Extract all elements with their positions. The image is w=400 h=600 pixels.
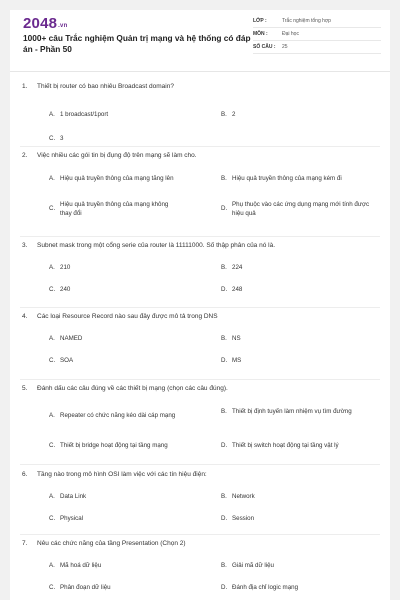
divider [20, 534, 380, 535]
site-logo[interactable]: 2048.vn [23, 15, 68, 32]
option-b[interactable]: B. Network [221, 493, 255, 500]
question-stem: 4. Các loại Resource Record nào sau đây được mô tả trong DNS [22, 313, 218, 320]
question-7 [22, 539, 382, 599]
question-3 [22, 241, 382, 305]
divider [20, 307, 380, 308]
page-title: 1000+ câu Trắc nghiệm Quản trị mạng và hệ thống có đáp án - Phần 50 [23, 33, 251, 54]
option-a[interactable]: A. Mã hoá dữ liệu [49, 562, 102, 569]
meta-subject: MÔN : Đại học [253, 28, 381, 41]
divider [20, 464, 380, 465]
option-c[interactable]: C. SOA [49, 357, 74, 364]
divider [20, 146, 380, 147]
option-c[interactable]: C. Thiết bị bridge hoạt động tại tầng mạng [49, 442, 168, 449]
option-a[interactable]: A. Hiệu quả truyền thông của mạng tăng lên [49, 175, 174, 182]
option-c[interactable]: C. Hiệu quả truyền thông của mạng không thay đổi [49, 201, 169, 217]
option-b[interactable]: B. NS [221, 335, 241, 342]
question-5 [22, 384, 382, 466]
meta-count: SỐ CÂU : 25 [253, 41, 381, 54]
question-stem: 6. Tầng nào trong mô hình OSI làm việc với các tín hiệu điện: [22, 471, 207, 478]
question-stem: 1. Thiết bị router có bao nhiêu Broadcast domain? [22, 83, 174, 90]
page-header [10, 10, 390, 72]
question-stem: 7. Nêu các chức năng của tầng Presentation (Chọn 2) [22, 540, 186, 547]
option-d[interactable]: D. Phụ thuộc vào các ứng dụng mạng mới tính được hiệu quả [221, 201, 370, 217]
option-c[interactable]: C. 240 [49, 286, 71, 293]
option-b[interactable]: B. Hiệu quả truyền thông của mạng kém đi [221, 175, 342, 182]
option-d[interactable]: D. 248 [221, 286, 243, 293]
divider [20, 236, 380, 237]
question-6 [22, 470, 382, 532]
quiz-meta [253, 15, 381, 54]
option-a[interactable]: A. NAMED [49, 335, 83, 342]
option-b[interactable]: B. Giải mã dữ liệu [221, 562, 274, 569]
option-b[interactable]: B. 224 [221, 264, 243, 271]
option-c[interactable]: C. 3 [49, 135, 64, 142]
option-d[interactable]: D. MS [221, 357, 242, 364]
option-a[interactable]: A. Data Link [49, 493, 87, 500]
question-4 [22, 312, 382, 378]
option-d[interactable]: D. Đánh địa chỉ logic mạng [221, 584, 299, 591]
option-a[interactable]: A. 210 [49, 264, 71, 271]
option-b[interactable]: B. Thiết bị định tuyến làm nhiệm vụ tìm đường [221, 408, 352, 415]
meta-class: LỚP : Trắc nghiệm tổng hợp [253, 15, 381, 28]
question-stem: 3. Subnet mask trong một cổng serie của router là 11111000. Số thập phân của nó là. [22, 242, 276, 249]
option-a[interactable]: A. Repeater có chức năng kéo dài cáp mạng [49, 412, 176, 419]
option-d[interactable]: D. Thiết bị switch hoạt động tại tầng vật lý [221, 442, 339, 449]
question-2 [22, 151, 382, 235]
quiz-page [10, 10, 390, 600]
option-c[interactable]: C. Physical [49, 515, 84, 522]
option-a[interactable]: A. 1 broadcast/1port [49, 111, 109, 118]
question-stem: 5. Đánh dấu các câu đúng về các thiết bị mạng (chọn các câu đúng). [22, 385, 228, 392]
option-b[interactable]: B. 2 [221, 111, 236, 118]
question-1 [22, 82, 382, 142]
option-c[interactable]: C. Phân đoạn dữ liệu [49, 584, 111, 591]
divider [20, 379, 380, 380]
question-stem: 2. Việc nhiều các gói tin bị đụng độ trên mạng sẽ làm cho. [22, 152, 197, 159]
option-d[interactable]: D. Session [221, 515, 255, 522]
